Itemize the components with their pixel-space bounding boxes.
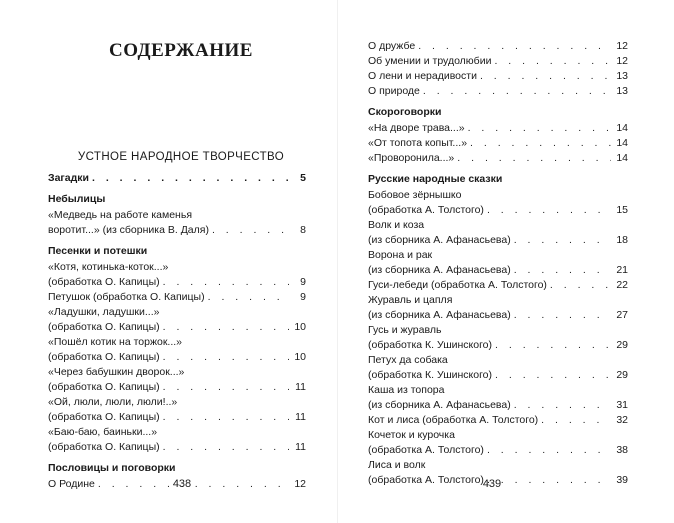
toc-entry[interactable] [48,290,306,305]
toc-entry[interactable] [48,425,306,455]
section-title-tongue-twisters: Скороговорки [368,106,442,118]
leader-dots [514,233,611,248]
toc-entry[interactable] [48,365,306,395]
entry-title-line: «Проворонила...» [368,152,455,164]
toc-list-left [48,171,306,492]
page-number: 15 [616,204,628,216]
entry-title-line: «Медведь на работе каменья [48,209,193,221]
page-number: 38 [616,444,628,456]
entry-title-line: О природе [368,85,420,97]
entry-title-line: (из сборника А. Афанасьева) [368,264,511,276]
entry-title-line: О лени и нерадивости [368,70,477,82]
leader-dots [208,290,289,305]
entry-title-line: воротит...» (из сборника В. Даля) [48,224,209,236]
page-number: 13 [616,70,628,82]
entry-title-line: «На дворе трава...» [368,122,465,134]
entry-title-line: Каша из топора [368,384,445,396]
page-number: 14 [616,137,628,149]
entry-title-line: Журавль и цапля [368,294,453,306]
toc-section-riddles[interactable] [48,171,306,186]
leader-dots [163,440,289,455]
leader-dots [468,121,611,136]
toc-entry[interactable] [48,335,306,365]
entry-title-line: (обработка А. Толстого) [368,444,484,456]
entry-title-line: (обработка О. Капицы) [48,351,160,363]
toc-entry[interactable] [368,84,628,99]
page-number: 11 [295,411,306,423]
section-title: Загадки [48,172,90,184]
entry-title-line: «Котя, котинька-коток...» [48,261,169,273]
page-number: 12 [294,478,306,490]
leader-dots [423,84,611,99]
entry-title-line: Гусь и журавль [368,324,442,336]
leader-dots [514,398,611,413]
right-page [337,0,674,523]
toc-entry[interactable] [368,413,628,428]
page-number: 21 [616,264,628,276]
leader-dots [92,171,289,186]
section-title-folk-tales: Русские народные сказки [368,173,503,185]
entry-title-line: «Ладушки, ладушки...» [48,306,160,318]
toc-heading: СОДЕРЖАНИЕ [109,40,253,61]
entry-title-line: (обработка О. Капицы) [48,321,160,333]
leader-dots [514,308,611,323]
leader-dots [163,320,289,335]
toc-entry[interactable] [368,151,628,166]
page-number: 27 [616,309,628,321]
page-number: 32 [616,414,628,426]
page-number: 22 [616,279,628,291]
leader-dots [212,223,289,238]
entry-title-line: «Баю-баю, баиньки...» [48,426,158,438]
leader-dots [470,136,611,151]
leader-dots [494,54,611,69]
entry-title-line: (обработка А. Толстого) [368,204,484,216]
entry-title-line: (обработка К. Ушинского) [368,369,493,381]
entry-title-line: «Через бабушкин дворок...» [48,366,185,378]
page-number: 31 [616,399,628,411]
entry-title-line: Кочеток и курочка [368,429,455,441]
page-number: 14 [616,152,628,164]
leader-dots [541,413,611,428]
toc-entry[interactable] [368,69,628,84]
entry-title-line: (обработка О. Капицы) [48,441,160,453]
page-number: 29 [616,339,628,351]
leader-dots [163,350,289,365]
toc-list-right [368,39,628,488]
toc-entry[interactable] [368,323,628,353]
leader-dots [487,203,611,218]
leader-dots [487,443,611,458]
leader-dots [163,275,289,290]
toc-entry[interactable] [368,293,628,323]
entry-title-line: «От топота копыт...» [368,137,468,149]
toc-entry[interactable] [368,353,628,383]
section-title-tall-tales: Небылицы [48,193,106,205]
page-number: 10 [294,351,306,363]
toc-entry[interactable] [368,121,628,136]
page-number: 11 [295,441,306,453]
entry-title-line: (из сборника А. Афанасьева) [368,234,511,246]
toc-entry[interactable] [368,188,628,218]
entry-title-line: «Ой, люли, люли, люли!..» [48,396,178,408]
page-number: 10 [294,321,306,333]
entry-title-line: Ворона и рак [368,249,433,261]
page-number: 12 [616,40,628,52]
page-number: 29 [616,369,628,381]
entry-title-line: О Родине [48,478,95,490]
toc-entry[interactable] [368,218,628,248]
entry-title-line: Волк и коза [368,219,425,231]
page-number: 12 [616,55,628,67]
entry-title-line: (обработка К. Ушинского) [368,339,493,351]
entry-title-line: Об умении и трудолюбии [368,55,492,67]
leader-dots [163,410,289,425]
entry-title-line: О дружбе [368,40,416,52]
leader-dots [514,263,611,278]
folio-page-number: 438 [172,478,192,490]
folio-page-number: 439 [482,478,502,490]
entry-title-line: «Пошёл котик на торжок...» [48,336,183,348]
entry-title-line: (обработка О. Капицы) [48,381,160,393]
toc-entry[interactable] [48,260,306,290]
page-number: 9 [300,276,306,288]
leader-dots [418,39,611,54]
toc-entry[interactable] [48,305,306,335]
page-number: 8 [300,224,306,236]
leader-dots [457,151,611,166]
leader-dots [495,368,611,383]
entry-title-line: Петушок (обработка О. Капицы) [48,291,205,303]
section-title-songs: Песенки и потешки [48,245,148,257]
page-number: 11 [295,381,306,393]
toc-entry[interactable] [48,208,306,238]
toc-entry[interactable] [48,395,306,425]
toc-entry[interactable] [368,428,628,458]
page-number: 39 [616,474,628,486]
leader-dots [550,278,611,293]
leader-dots [495,338,611,353]
entry-title-line: Бобовое зёрнышко [368,189,462,201]
page-number: 5 [300,172,306,184]
leader-dots [480,69,611,84]
toc-entry[interactable] [368,136,628,151]
section-title-proverbs: Пословицы и поговорки [48,462,176,474]
page-number: 18 [616,234,628,246]
toc-entry[interactable] [368,278,628,293]
entry-title-line: Лиса и волк [368,459,426,471]
entry-title-line: (обработка О. Капицы) [48,411,160,423]
toc-entry[interactable] [368,39,628,54]
page-number: 13 [616,85,628,97]
toc-entry[interactable] [368,54,628,69]
leader-dots [163,380,289,395]
entry-title-line: (обработка О. Капицы) [48,276,160,288]
entry-title-line: (из сборника А. Афанасьева) [368,399,511,411]
entry-title-line: (обработка А. Толстого) [368,474,484,486]
toc-entry[interactable] [368,383,628,413]
part-title: УСТНОЕ НАРОДНОЕ ТВОРЧЕСТВО [77,151,285,163]
entry-title-line: Петух да собака [368,354,448,366]
entry-title-line: Гуси-лебеди (обработка А. Толстого) [368,279,547,291]
page-number: 9 [300,291,306,303]
toc-entry[interactable] [368,248,628,278]
page-number: 14 [616,122,628,134]
entry-title-line: (из сборника А. Афанасьева) [368,309,511,321]
entry-title-line: Кот и лиса (обработка А. Толстого) [368,414,539,426]
